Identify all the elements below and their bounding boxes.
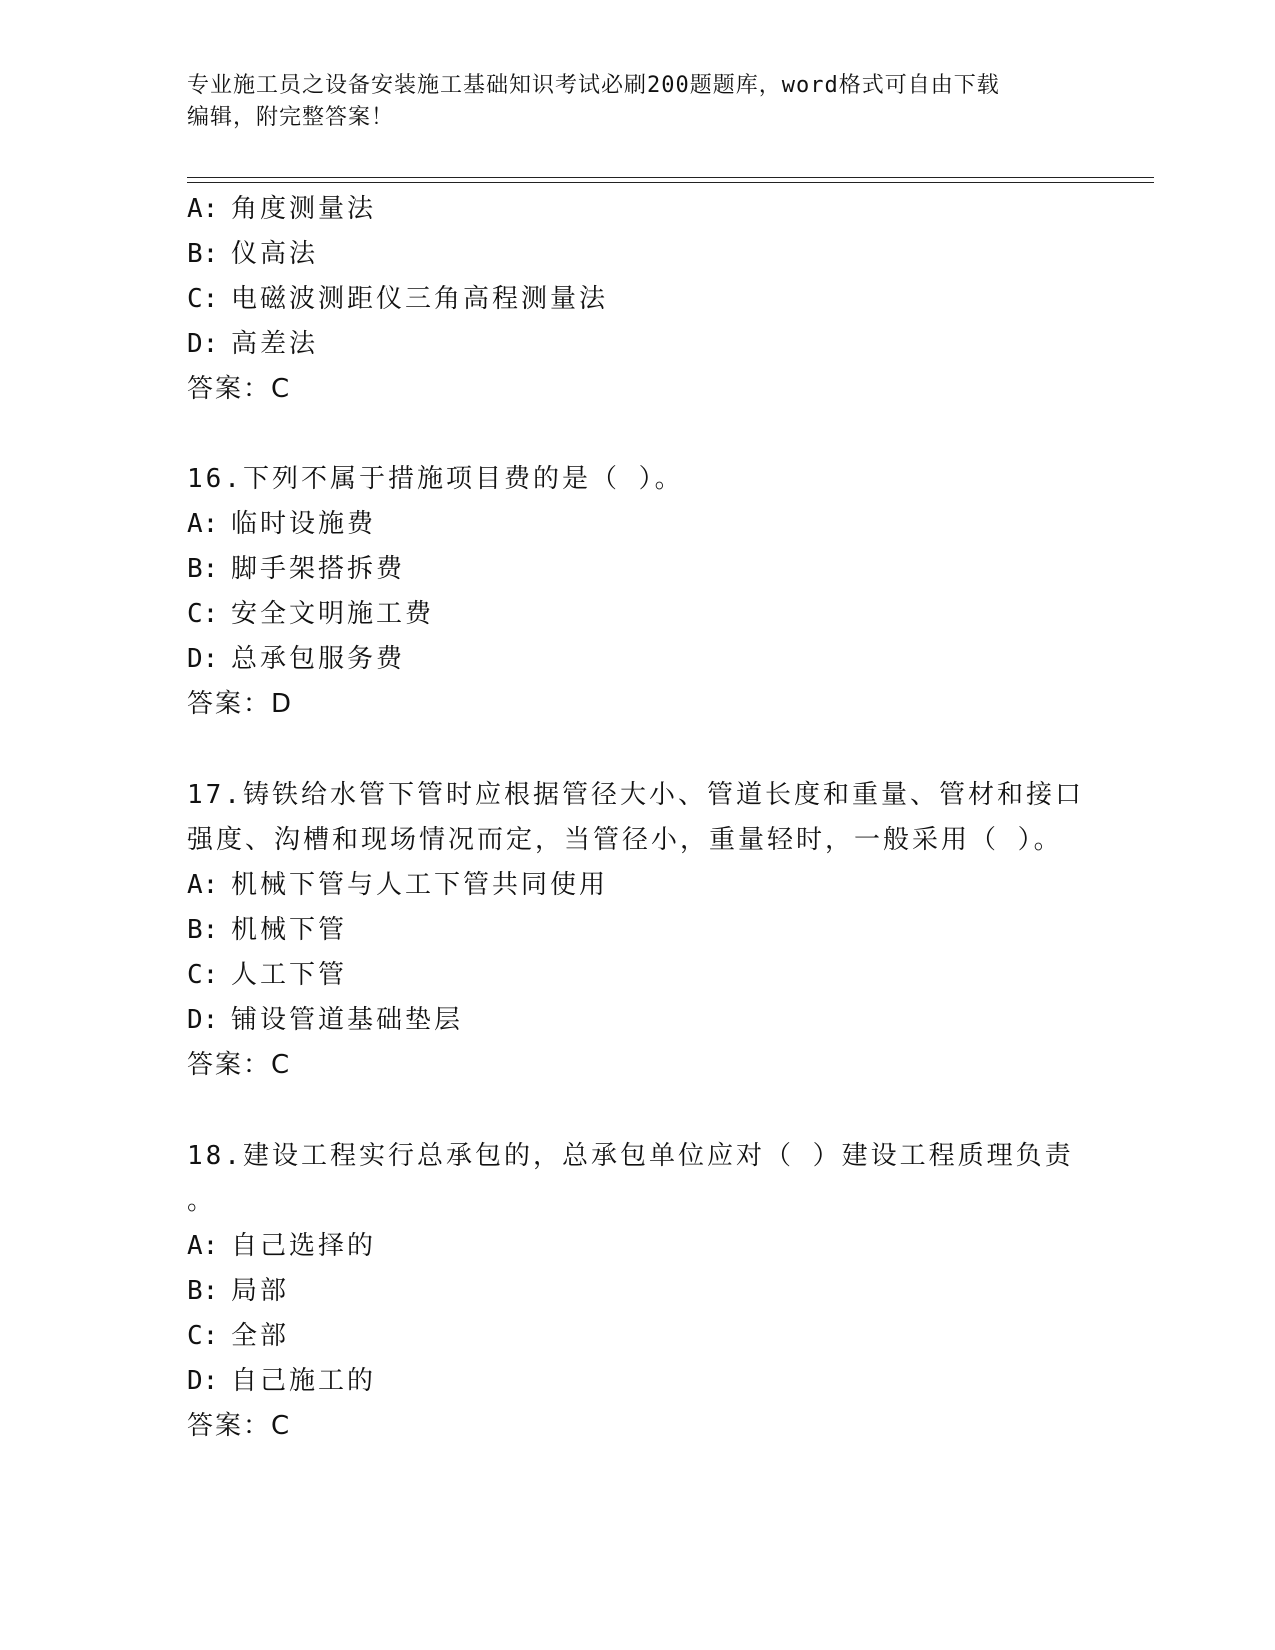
header-line-1: 专业施工员之设备安装施工基础知识考试必刷200题题库，word格式可自由下载	[187, 73, 1000, 98]
q15-answer: 答案：C	[187, 374, 292, 404]
q17-answer: 答案：C	[187, 1050, 292, 1080]
q16-option-a: A: 临时设施费	[187, 509, 377, 539]
q18-option-b: B: 局部	[187, 1276, 290, 1306]
q17-stem-line-1: 17.铸铁给水管下管时应根据管径大小、管道长度和重量、管材和接口	[187, 780, 1084, 810]
q18-option-a: A: 自己选择的	[187, 1231, 377, 1261]
q15-option-c: C: 电磁波测距仪三角高程测量法	[187, 284, 609, 314]
q17-option-c: C: 人工下管	[187, 960, 348, 990]
q16-answer: 答案：D	[187, 689, 294, 719]
q16-option-b: B: 脚手架搭拆费	[187, 554, 406, 584]
header-line-2: 编辑，附完整答案！	[187, 105, 395, 130]
q17-option-a: A: 机械下管与人工下管共同使用	[187, 870, 609, 900]
q15-option-d: D: 高差法	[187, 329, 319, 359]
q18-option-d: D: 自己施工的	[187, 1366, 377, 1396]
q16-option-c: C: 安全文明施工费	[187, 599, 435, 629]
q18-answer: 答案：C	[187, 1411, 292, 1441]
header-divider-bottom	[187, 182, 1154, 183]
q18-stem-line-2: 。	[187, 1186, 217, 1216]
q17-option-b: B: 机械下管	[187, 915, 348, 945]
q15-option-a: A: 角度测量法	[187, 194, 377, 224]
document-header	[187, 70, 1087, 134]
q17-option-d: D: 铺设管道基础垫层	[187, 1005, 464, 1035]
q15-option-b: B: 仪高法	[187, 239, 319, 269]
q18-stem-line-1: 18.建设工程实行总承包的，总承包单位应对（ ）建设工程质理负责	[187, 1141, 1074, 1171]
q17-stem-line-2: 强度、沟槽和现场情况而定，当管径小，重量轻时，一般采用（ ）。	[187, 825, 1063, 855]
q18-option-c: C: 全部	[187, 1321, 290, 1351]
q16-stem: 16.下列不属于措施项目费的是（ ）。	[187, 464, 684, 494]
header-divider-top	[187, 177, 1154, 178]
q16-option-d: D: 总承包服务费	[187, 644, 406, 674]
